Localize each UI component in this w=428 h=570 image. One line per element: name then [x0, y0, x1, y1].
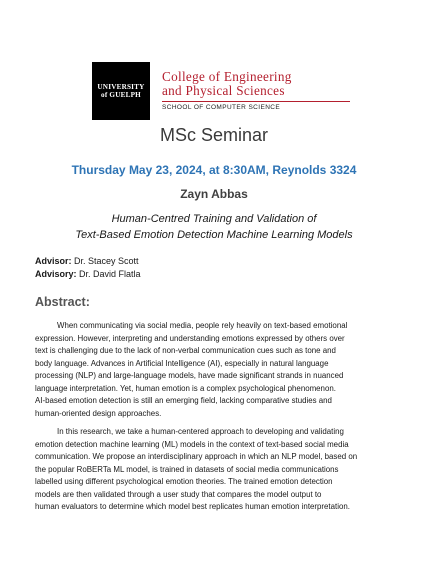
abstract-line: processing (NLP) and large-language models, have made significant strands in nuanced: [35, 371, 344, 380]
college-name-line-1: College of Engineering: [162, 69, 292, 84]
advisor-label: Advisor:: [35, 256, 72, 266]
abstract-line: communication. We propose an interdisciplinary approach in which an NLP model, based on: [35, 452, 358, 461]
logo-line-2: of GUELPH: [101, 91, 141, 99]
abstract-paragraph-1: [35, 320, 397, 420]
abstract-line: human-oriented design approaches.: [35, 408, 162, 418]
abstract-line: emotion detection machine learning (ML) models in the context of text-based social media: [35, 439, 349, 449]
abstract-line: models are then validated through a user study that compares the model output to: [35, 489, 322, 499]
abstract-line: labelled using different psychological emotion theories. The trained emotion detection: [35, 477, 333, 486]
abstract-paragraph-2: [35, 426, 397, 514]
advisor-name: Dr. Stacey Scott: [74, 256, 139, 266]
header-divider: [162, 101, 350, 102]
school-name: SCHOOL OF COMPUTER SCIENCE: [162, 104, 281, 111]
abstract-line: text is challenging due to the lack of non-verbal communication cues such as tone and: [35, 346, 336, 355]
advisory-name: Dr. David Flatla: [79, 269, 141, 279]
university-logo: [92, 62, 150, 120]
abstract-line: body language. Advances in Artificial Intelligence (AI), especially in natural language: [35, 358, 329, 368]
seminar-datetime-location: Thursday May 23, 2024, at 8:30AM, Reynolds 3324: [71, 163, 357, 177]
abstract-line: In this research, we take a human-centered approach to developing and validating: [57, 427, 344, 436]
talk-title-line: Text-Based Emotion Detection Machine Learning Models: [75, 229, 353, 241]
seminar-title: MSc Seminar: [159, 125, 269, 145]
abstract-line: When communicating via social media, people rely heavily on text-based emotional: [57, 321, 348, 330]
advisory-label: Advisory:: [35, 269, 77, 279]
advisor-row: [35, 255, 141, 268]
logo-line-1: UNIVERSITY: [97, 83, 145, 91]
college-name: [162, 70, 362, 97]
talk-title-line: Human-Centred Training and Validation of: [111, 213, 317, 225]
speaker-name: Zayn Abbas: [180, 187, 248, 201]
abstract-line: expression. However, interpreting and understanding emotions expressed by others over: [35, 333, 345, 343]
abstract-line: the popular RoBERTa ML model, is trained in datasets of social media communications: [35, 464, 339, 474]
college-name-line-2: and Physical Sciences: [162, 82, 285, 98]
advisor-info: [35, 255, 141, 281]
advisory-row: [35, 268, 141, 281]
abstract-heading: Abstract:: [35, 295, 90, 309]
abstract-line: language interpretation. Yet, human emotion is a complex psychological phenomenon.: [35, 383, 336, 393]
abstract-line: human evaluators to determine which model best replicates human emotion interpretation.: [35, 502, 350, 511]
talk-title: [0, 211, 428, 243]
abstract-line: AI-based emotion detection is still an emerging field, lacking comparative studies and: [35, 396, 332, 405]
